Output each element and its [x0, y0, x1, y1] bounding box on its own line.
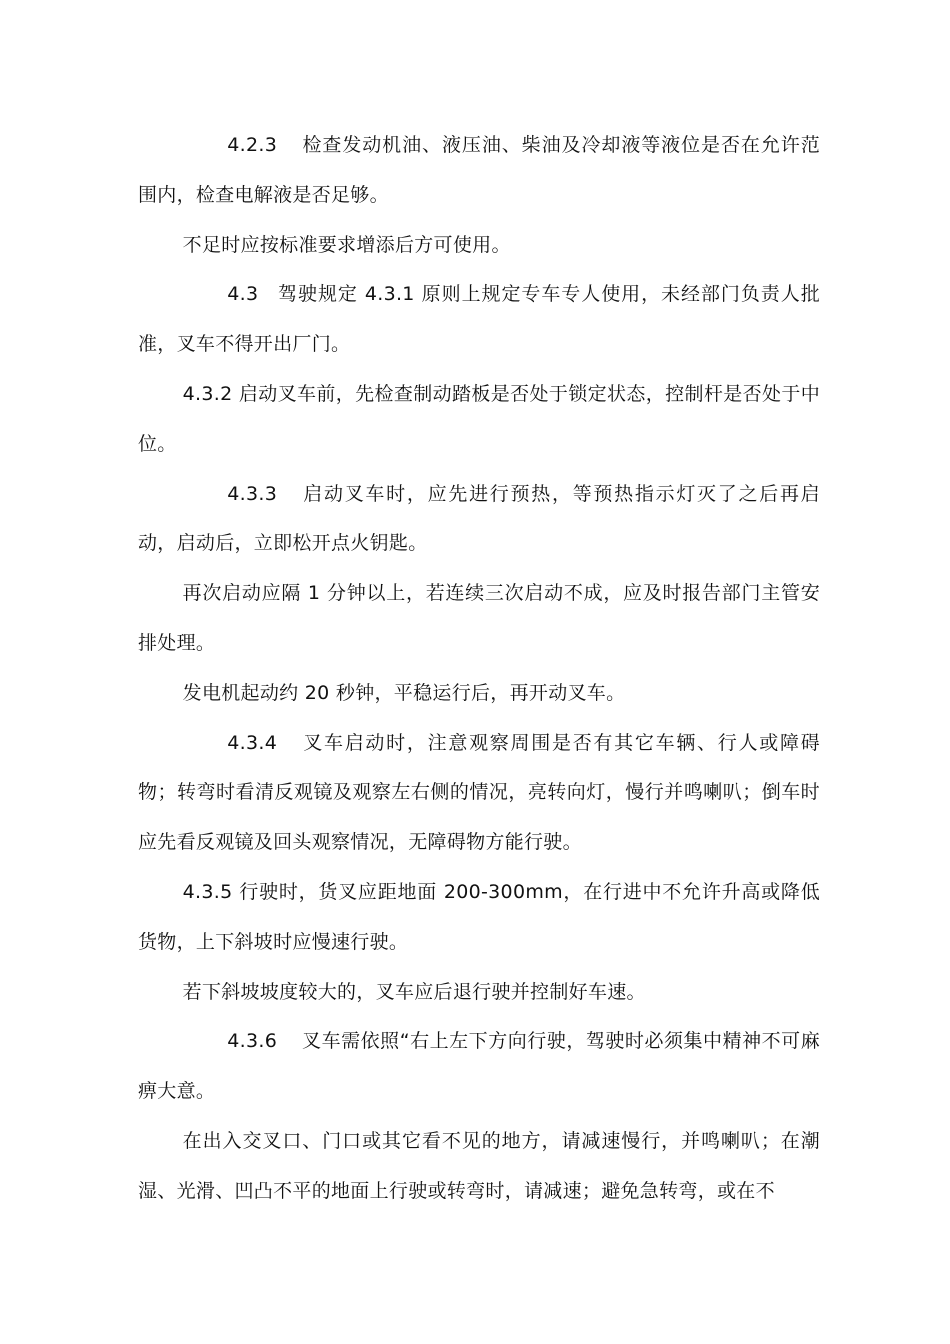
paragraph-text: 检查发动机油、液压油、柴油及冷却液等液位是否在允许范围内，检查电解液是否足够。: [138, 134, 820, 206]
section-number: 4.3.6: [227, 1030, 278, 1053]
paragraph: [138, 1117, 820, 1217]
paragraph-4-2-3: [138, 121, 820, 221]
paragraph-text: 4.3.5 行驶时，货叉应距地面 200-300mm，在行进中不允许升高或降低货物，上下斜坡时应慢速行驶。: [138, 880, 820, 953]
paragraph-text: 不足时应按标准要求增添后方可使用。: [182, 233, 511, 256]
document-body: [138, 121, 820, 1217]
paragraph-text: 启动叉车时，应先进行预热，等预热指示灯灭了之后再启动，启动后，立即松开点火钥匙。: [138, 482, 820, 555]
paragraph: [138, 968, 820, 1018]
section-number: 4.3.3: [227, 482, 278, 505]
paragraph-text: 4.3.2 启动叉车前，先检查制动踏板是否处于锁定状态，控制杆是否处于中位。: [138, 382, 820, 455]
section-number: 4.3: [227, 283, 259, 306]
paragraph-4-3-6: [138, 1017, 820, 1117]
section-number: 4.3.4: [227, 731, 278, 754]
paragraph-4-3-5: [138, 868, 820, 968]
paragraph-text: 发电机起动约 20 秒钟，平稳运行后，再开动叉车。: [182, 681, 626, 704]
section-number: 4.2.3: [227, 134, 278, 156]
paragraph-text: 若下斜坡坡度较大的，叉车应后退行驶并控制好车速。: [182, 980, 646, 1003]
paragraph-4-3-2: [138, 370, 820, 470]
paragraph: [138, 669, 820, 719]
paragraph-text: 再次启动应隔 1 分钟以上，若连续三次启动不成，应及时报告部门主管安排处理。: [138, 582, 820, 654]
paragraph-4-3-4: [138, 719, 820, 868]
paragraph: [138, 221, 820, 271]
paragraph: [138, 569, 820, 669]
paragraph-text: 叉车需依照“右上左下方向行驶，驾驶时必须集中精神不可麻痹大意。: [138, 1030, 820, 1103]
paragraph-4-3-3: [138, 470, 820, 570]
paragraph-text: 在出入交叉口、门口或其它看不见的地方，请减速慢行，并鸣喇叭；在潮湿、光滑、凹凸不平的地面上行驶或转弯时，请减速；避免急转弯，或在不: [138, 1129, 820, 1202]
paragraph-text: 叉车启动时，注意观察周围是否有其它车辆、行人或障碍物；转弯时看清反观镜及观察左右侧的情况，亮转向灯，慢行并鸣喇叭；倒车时应先看反观镜及回头观察情况，无障碍物方能行驶。: [138, 731, 820, 854]
paragraph-4-3: [138, 270, 820, 370]
paragraph-text: 驾驶规定 4.3.1 原则上规定专车专人使用，未经部门负责人批准，叉车不得开出厂门。: [138, 283, 820, 356]
